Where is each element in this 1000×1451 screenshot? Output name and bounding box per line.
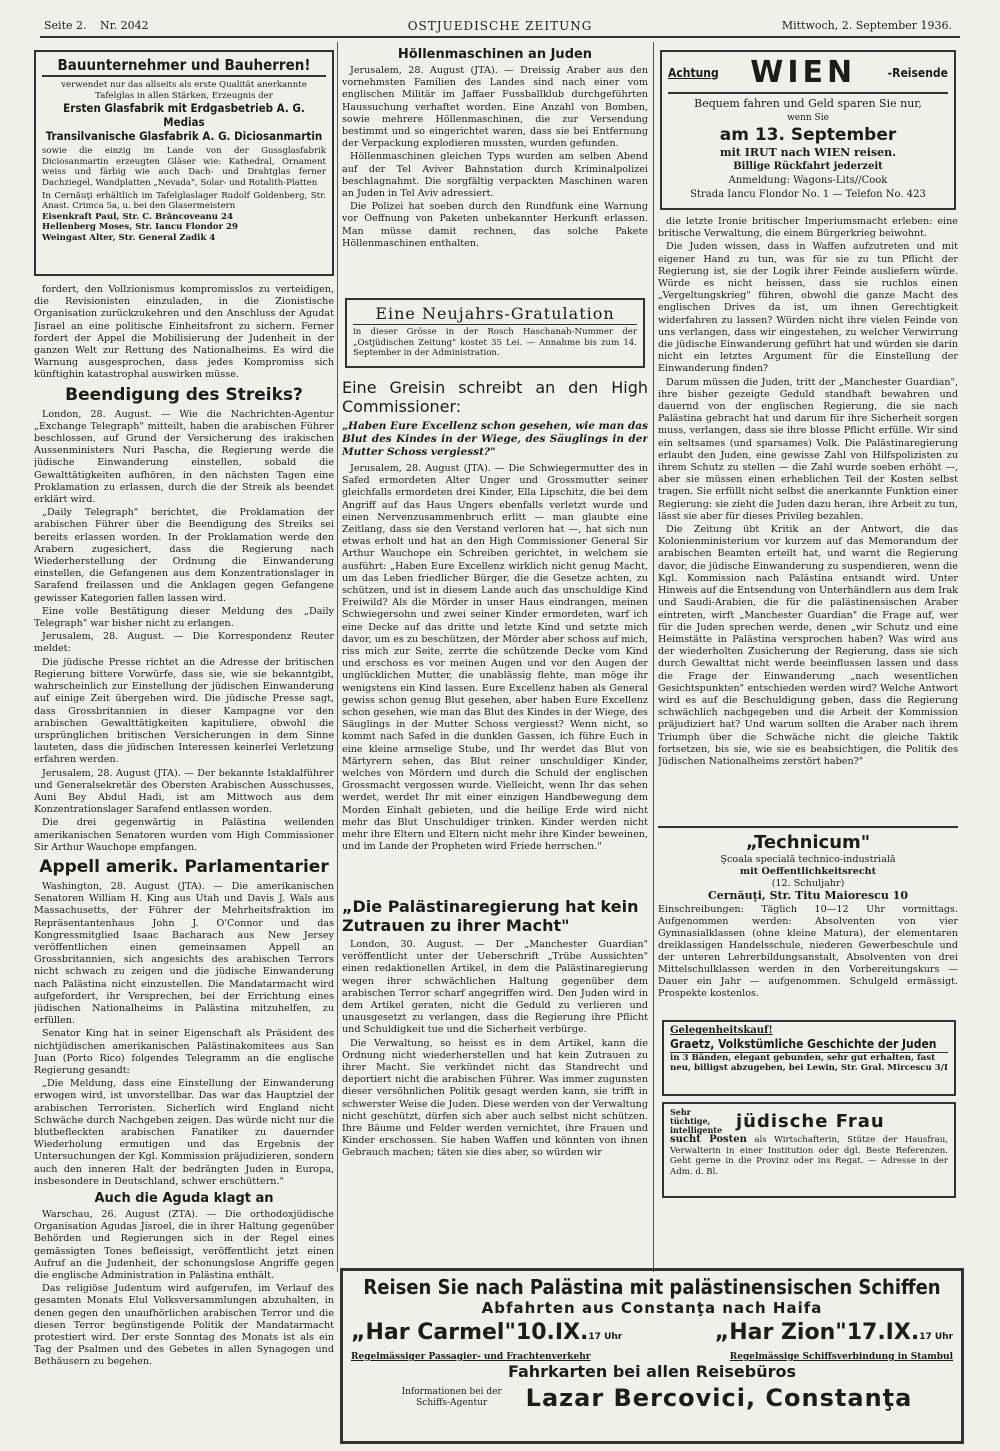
ad-woman-sucht: sucht Posten [670, 1134, 747, 1145]
column-rule [337, 42, 338, 1272]
issue-number: Nr. 2042 [100, 19, 149, 32]
ad-ships-date: 10.IX. [515, 1320, 589, 1345]
paragraph: Die jüdische Presse richtet an die Adresse der britischen Regierung bittere Vorwürfe, dass sie, wie sie bekanntgibt, wahrscheinlich zur Einstellung der jüdischen Einwanderung auf einige Zeit übergehen wird. Die jüdische Presse sagt, dass Grossbritannien in dieser Kampagne vor den arabischen Gewalttätigkeiten kapituliere, obwohl die ursprünglichen britischen Versicherungen in dem Sinne lauteten, dass die jüdischen Interessen keinerlei Verletzung erfahren werden. [34, 656, 334, 766]
page-header [40, 16, 960, 38]
headline-aguda: Auch die Aguda klagt an [94, 1191, 274, 1207]
ad-woman-left: Sehr tüchtige, intelligente [670, 1107, 723, 1135]
ad-woman-title: jüdische Frau [736, 1110, 885, 1132]
ad-ships-time: 17 Uhr [588, 1332, 623, 1342]
ad-graetz [662, 1020, 956, 1096]
article-government [342, 894, 648, 1264]
column-1 [34, 284, 334, 1434]
ad-vienna-line: Strada Iancu Flondor No. 1 — Telefon No. 423 [690, 189, 926, 200]
ad-ships-title: Reisen Sie nach Palästina mit palästinensischen Schiffen [363, 1275, 941, 1299]
paragraph: Jerusalem, 28. August (JTA). — Die Schwiegermutter des in Safed ermordeten Alter Unger und Grossmutter seiner gleichfalls ermordeten drei Kinder, Ella Lipschitz, die bei dem Angriff auf das Haus Ungers ebenfalls verletzt wurde und einen Nervenzusammenbruch erlitt — man glaubte eine Zeitlang, dass sie den Verstand verloren hat —, hat sich nun etwas erholt und hat an den High Commissioner General Sir Arthur Wauchope ein Schreiben gerichtet, in welchem sie ausführt: „Haben Eure Excellenz wirklich nicht genug Macht, um das Leben friedlicher Bürger, die die Gesetze achten, zu schützen, und ist in diesem Lande auch das unschuldige Kind Freiwild? Als die Mörder in unser Haus eindrangen, meinen Schwiegersohn und zwei seiner Kinder ermordeten, warf ich eine Decke auf das dritte und letzte Kind und setzte mich davor, um es zu beschützen, der Mörder aber schoss auf mich, riss mich zur Seite, zerrte die schützende Decke vom Kind und erschoss es vor meinen Augen und vor den Augen der unglücklichen Mutter, die unablässig flehte, man möge ihr wenigstens ein Kind lassen. Eure Excellenz haben als General gewiss schon genug Blut gesehen, aber haben Eure Excellenz schon gesehen, wie man das Blut des Kindes in der Wiege, des Säuglings in der Mutter Schoss vergiesst? Wenn nicht, so kommt nach Safed in die dunklen Gassen, ich führe Euch in eine kleine armselige Stube, und Ihr werdet das Blut von Märtyrern sehen, das Blut reiner unschuldiger Kinder, welches von Mördern und durch die Schuld der englischen Grossmacht vergossen wurde. Vielleicht, wenn Ihr das sehen werdet, werdet Ihr mit einer einzigen Handbewegung dem Morden Einhalt gebieten, und die heilige Erde wird nicht mehr das Blut Unschuldiger trinken. Kinder werden nicht mehr ihre Eltern und Eltern nicht mehr ihre Kinder beweinen, und im Lande der Propheten wird Friede herrschen." [342, 463, 648, 853]
paragraph: Jerusalem, 28. August. — Die Korrespondenz Reuter meldet: [34, 631, 334, 655]
ad-graetz-head: Gelegenheitskauf! [670, 1025, 773, 1036]
ad-graetz-title: Graetz, Volkstümliche Geschichte der Juden [670, 1037, 948, 1053]
paragraph: Die Zeitung übt Kritik an der Antwort, die das Kolonienministerium vor kurzem auf das Memorandum der arabischen Beamten erteilt hat, und warnt die Regierung davor, die jüdische Einwanderung zu suspendieren, wenn die Kgl. Kommission nach Palästina entsandt wird. Unter Hinweis auf die Entsendung von Unterhändlern aus dem Irak und Saudi-Arabien, die für die palästinensischen Araber eintreten, wirft „Manchester Guardian" die Frage auf, wer für die Juden sprechen werde, denen „wir Schutz und eine Heimstätte in Palästina versprochen haben? Was wird aus der wiederholten Zusicherung der Regierung, dass sie sich durch Gewalttat nicht werde beeinflussen lassen und dass die Frage der Einwanderung „nach wesentlichen Gesichtspunkten" entschieden werden wird? Welche Antwort wird es auf die Beschuldigung geben, dass die Regierung schwächlich nachgegeben und die Arbeit der Kommission präjudiziert hat? Und warum sollten die Araber nach ihrem Triumph über die Schwäche nicht die gleiche Taktik fortsetzen, bis sie, wie sie es beabsichtigen, die Politik des Jüdischen Nationalheims zerstört haben?" [658, 524, 958, 767]
paragraph: Jerusalem, 28. August (JTA). — Der bekannte Istaklalführer und Generalsekretär des Obersten Arabischen Ausschusses, Auni Bey Abdul Hadi, ist am Mittwoch aus dem Konzentrationslager Sarafend entlassen worden. [34, 767, 334, 816]
ad-vienna-date: am 13. September [719, 125, 897, 145]
ad-vienna-wien: WIEN [750, 55, 857, 90]
ad-glassworks-title: Bauunternehmer und Bauherren! [42, 56, 326, 77]
column-rule [653, 42, 654, 1272]
paragraph: „Daily Telegraph" berichtet, die Proklamation der arabischen Führer über die Beendigung des Streiks sei bereits erlassen worden. In der Proklamation werde den Arabern zugesichert, dass die Regierung nach Wiederherstellung der Ordnung die Einwanderung einstellen, die Gefangenen aus dem Konzentrationslager in Sarafend freilassen und die Anklagen gegen Gefangene gewisser Kategorien fallen lassen wird. [34, 507, 334, 604]
article-bombs [342, 44, 648, 294]
ad-ships-agent: Lazar Bercovici, Constanţa [525, 1384, 913, 1412]
ad-glassworks-dealers: In Cernăuţi erhältlich im Tafelglaslager Rudolf Goldenberg, Str. Anast. Crimca 5a, u. bei den Glasermeistern [42, 190, 326, 212]
ad-glassworks-firm1: Ersten Glasfabrik mit Erdgasbetrieb A. G. Medias [63, 101, 305, 130]
ad-vienna [660, 50, 956, 210]
newspaper-title: OSTJUEDISCHE ZEITUNG [407, 19, 593, 33]
paragraph: Washington, 28. August (JTA). — Die amerikanischen Senatoren William H. King aus Utah und Davis J. Wals aus Massachusetts, der Führer der Mehrheitsfraktion im Repräsentantenhaus John J. O'Connor und das Kongressmitglied Isaac Bacharach aus New Jersey veröffentlichen einen gemeinsamen Appell an Grossbritannien, sich angesichts des arabischen Terrors nicht schwach zu zeigen und die jüdische Einwanderung nach Palästina nicht einzustellen. Die Mandatarmacht wird aufgefordert, ihr Versprechen, bei der Errichtung eines jüdischen Nationalheims in Palästina mitzuhelfen, zu erfüllen. [34, 880, 334, 1027]
ad-glassworks-dealer: Weingast Alter, Str. General Zadik 4 [42, 232, 216, 243]
paragraph: Die Verwaltung, so heisst es in dem Artikel, kann die Ordnung nicht wiederherstellen und hat kein Zutrauen zu ihrer Macht. Sie verkündet nicht das Standrecht und deportiert nicht die arabischen Führer. Was immer zugunsten dieser versöhnlichen Politik gesagt werden kann, sie trifft in schwerster Weise die Juden. Diese werden von der Verwaltung nicht geschützt, dürfen sich aber auch selbst nicht schützen. Ihre Bäume und Felder werden vernichtet, ihre Frauen und Kinder erschossen. Sie haben Waffen und könnten von ihnen Gebrauch machen; täten sie dies aber, so würden wir [342, 1037, 648, 1159]
ad-glassworks-text: sowie die einzig im Lande von der Gussglasfabrik Diciosanmartin erzeugten Gläser wie: Kathedral, Ornament weiss und färbig wie auch Dach- und Drahtglas ferner Dachziegel, Wandplatten „Nevada", Solar- und Rotalith-Platten [42, 146, 326, 188]
ad-technicum-title: „Technicum" [745, 832, 871, 853]
ad-ships-time: 17 Uhr [919, 1332, 953, 1342]
paragraph: Höllenmaschinen gleichen Typs wurden am selben Abend auf der Tel Aviver Bahnstation durch Kriminalpolizei beschlagnahmt. Die sorgfältig verpackten Maschinen waren an Juden in Tel Aviv adressiert. [342, 151, 648, 200]
paragraph: Jerusalem, 28. August (JTA). — Dreissig Araber aus den vornehmsten Familien des Landes sind nach einer vom englischen Militär im Jaffaer Fussballklub durchgeführten Haussuchung verhaftet worden. Eine Anzahl von Bomben, sowie mehrere Höllenmaschinen, die zur Versendung bestimmt und so eingerichtet waren, dass sie bei Entfernung der Verpackung explodieren mussten, wurden gefunden. [342, 65, 648, 150]
ad-ships-ship: „Har Carmel" [351, 1320, 516, 1345]
ad-newyear [345, 298, 645, 368]
issue-date: Mittwoch, 2. September 1936. [781, 19, 952, 32]
paragraph: Das religiöse Judentum wird aufgerufen, im Verlauf des gesamten Monats Elul Volksversammlungen abzuhalten, in denen gegen den unaufhörlichen arabischen Terror und die diesen Terror begünstigende Politik der Mandatarmacht protestiert wird. Der erste Sonntag des Monats ist als ein Tag der Psalmen und des Gebetes in allen Synagogen und Bethäusern zu begehen. [34, 1283, 334, 1368]
ad-glassworks-intro: verwendet nur das allseits als erste Qualität anerkannte Tafelglas in allen Stärken, Erzeugnis der [61, 80, 307, 101]
paragraph: London, 30. August. — Der „Manchester Guardian" veröffentlicht unter der Ueberschrift „Trübe Aussichten" einen redaktionellen Artikel, in dem die Palästinaregierung wegen ihrer schwächlichen Haltung gegenüber dem arabischen Terror scharf angegriffen wird. Den Juden wird in dem Artikel geraten, nicht die Geduld zu verlieren und unausgesetzt zu verlangen, dass die Regierung ihre Pflicht und Schuldigkeit tue und die Sicherheit verbürge. [342, 939, 648, 1036]
ad-vienna-line: Bequem fahren und Geld sparen Sie nur, [694, 97, 922, 110]
paragraph: Senator King hat in seiner Eigenschaft als Präsident des nichtjüdischen amerikanischen Palästinakomitees aus San Juan (Porto Rico) folgendes Telegramm an die englische Regierung gesandt: [34, 1028, 334, 1076]
article-widow [342, 378, 648, 890]
ad-vienna-travellers: -Reisende [887, 66, 948, 80]
ad-technicum-line: mit Oeffentlichkeitsrecht [739, 866, 877, 877]
ad-technicum-text: Einschreibungen: Täglich 10—12 Uhr vormittags. Aufgenommen werden: Absolventen von vier Gymnasialklassen (ohne kleine Matura), der elementaren dreiklassigen Handelsschule, niederen Gewerbeschule und der unteren Lehrerbildungsanstalt, Absolventen von drei Mittelschulklassen werden in den Vorbereitungskurs — Dauer ein Jahr — aufgenommen. Schulgeld ermässigt. Prospekte kostenlos. [658, 904, 958, 999]
ad-ships-right: Regelmässige Schiffsverbindung in Stambul [729, 1352, 953, 1362]
paragraph: Die Polizei hat soeben durch den Rundfunk eine Warnung vor Oeffnung von Paketen unbekannter Herkunft erlassen. Man müsse damit rechnen, das solche Pakete Höllenmaschinen enthalten. [342, 201, 648, 249]
ad-technicum-address: Cernăuţi, Str. Titu Maiorescu 10 [708, 889, 908, 902]
page-number: Seite 2. [44, 19, 87, 32]
ad-technicum-line: Şcoala specială technico-industrială [720, 854, 896, 865]
paragraph: die letzte Ironie britischer Imperiumsmacht erleben: eine britische Verwaltung, die einem Bürgerkrieg beiwohnt. [658, 216, 958, 240]
ad-ships-ship: „Har Zion" [714, 1320, 847, 1345]
headline-widow: Eine Greisin schreibt an den High Commissioner: [342, 378, 648, 416]
paragraph: Die drei gegenwärtig in Palästina weilenden amerikanischen Senatoren wurden vom High Commissioner Sir Arthur Wauchope empfangen. [34, 817, 334, 853]
paragraph: London, 28. August. — Wie die Nachrichten-Agentur „Exchange Telegraph" mitteilt, haben die arabischen Führer beschlossen, auf Grund der Versicherung des irakischen Aussenministers Nuri Pascha, die Regierung werde die jüdische Einwanderung einstellen, sobald die Gewalttätigkeiten aufhören, in den nächsten Tagen eine Proklamation zu erlassen, durch die der Streik als beendet erklärt wird. [34, 408, 334, 506]
ad-glassworks-dealer: Hellenberg Moses, Str. Iancu Flondor 29 [42, 222, 238, 233]
ad-woman [662, 1102, 956, 1198]
paragraph: Eine volle Bestätigung dieser Meldung des „Daily Telegraph" war bisher nicht zu erlangen. [34, 605, 334, 630]
ad-vienna-line: Billige Rückfahrt jederzeit [733, 161, 883, 172]
ad-ships-left: Regelmässiger Passagier- und Frachtenverkehr [351, 1352, 591, 1362]
ad-glassworks [34, 50, 334, 276]
paragraph: „Die Meldung, dass eine Einstellung der Einwanderung erwogen wird, ist unvorstellbar. Das war das Hauptziel der arabischen Terroristen. Sicherlich wird England nicht Schwäche durch Nachgeben zeigen. Das würde nicht nur die blutbefleckten arabischen Fanatiker zu dauernder Wiederholung ermutigen und das Ergebnis der Untersuchungen der Kgl. Kommission präjudizieren, sondern auch den inneren Halt der bedrängten Juden in Europa, insbesondere in Deutschland, schwer erschüttern." [34, 1078, 334, 1187]
ad-technicum [658, 826, 958, 1006]
ad-glassworks-firm2: Transilvanische Glasfabrik A. G. Diciosanmartin [45, 129, 323, 144]
ad-ships-date: 17.IX. [846, 1320, 920, 1345]
paragraph: fordert, den Vollzionismus kompromisslos zu verteidigen, die Revisionisten einzuladen, in die Zionistische Organisation zurückzukehren und den Anschluss der Agudat Jisrael an eine politische Einheitsfront zu sichern. Ferner fordert der Appel die Mobilisierung der Judenheit in der ganzen Welt zur Rettung des Nationalheims. Es wird die Warnung ausgesprochen, dass jedes Kompromiss sich künftighin katastrophal auswirken müsse. [34, 284, 334, 381]
ad-ships-tickets: Fahrkarten bei allen Reisebüros [507, 1362, 797, 1381]
headline-appeal: Appell amerik. Parlamentarier [39, 856, 329, 877]
ad-palestine-ships [340, 1268, 964, 1444]
ad-ships-info: Informationen bei der Schiffs-Agentur [401, 1387, 502, 1408]
paragraph: Die Juden wissen, dass in Waffen aufzutreten und mit eigener Hand zu tun, was für sie zu tun Pflicht der Regierung ist, sie der Logik ihrer Feinde ausliefern würde. Würde es nicht heissen, dass sie ruchlos einen „Vergeltungskrieg" führen, obwohl die ganze Macht des englischen Drives da ist, um ihnen Gerechtigkeit widerfahren zu lassen? Würden nicht ihre vielen Feinde von uns verlangen, dass wir eingestehen, zu welcher Verwirrung die jüdische Einwanderung geführt hat und würden sie darin nicht ein letztes Argument für die Einstellung der Einwanderung finden? [658, 241, 958, 375]
ad-vienna-line: mit IRUT nach WIEN reisen. [719, 146, 897, 159]
ad-vienna-line: wenn Sie [787, 113, 829, 123]
column-3 [658, 216, 958, 820]
paragraph: Warschau, 26. August (ZTA). — Die orthodoxjüdische Organisation Agudas Jisroel, die in ihrer Haltung gegenüber Behörden und Regierungen sich in der Regel eines gemässigten Tones befleissigt, veröffentlicht jetzt einen Aufruf an die Judenheit, der schonungslose Angriffe gegen die englische Administration in Palästina enthält. [34, 1209, 334, 1282]
widow-quote: „Haben Eure Excellenz schon gesehen, wie man das Blut des Kindes in der Wiege, des Säuglings in der Mutter Schoss vergiesst?" [342, 420, 648, 458]
ad-graetz-text: in 3 Bänden, elegant gebunden, sehr gut erhalten, fast neu, billigst abzugeben, bei Lewin, Str. Gral. Mircescu 3/I [670, 1052, 948, 1073]
ad-newyear-text: in dieser Grösse in der Rosch Haschanah-Nummer der „Ostjüdischen Zeitung" kostet 35 Lei. — Annahme bis zum 14. September in der Administration. [353, 327, 637, 358]
headline-bombs: Höllenmaschinen an Juden [397, 47, 593, 62]
ad-glassworks-dealer: Eisenkraft Paul, Str. C. Brăncoveanu 24 [42, 211, 233, 222]
ad-woman-text: als Wirtschafterin, Stütze der Hausfrau, Verwalterin in einer Institution oder dgl. Beste Referenzen. Geht gerne in die Provinz oder ins Regat. — Adresse in der Adm. d. Bl. [670, 1135, 949, 1177]
headline-strike: Beendigung des Streiks? [65, 384, 303, 405]
ad-ships-route: Abfahrten aus Constanţa nach Haifa [481, 1299, 823, 1317]
paragraph: Darum müssen die Juden, tritt der „Manchester Guardian", ihre bisher gezeigte Geduld standhaft bewahren und dauernd von der englischen Regierung, die sie nach Palästina gebracht hat und darum für ihre Sicherheit sorgen muss, verlangen, dass sie ihre blosse Pflicht erfülle. Wir sind ein seltsames (und sparsames) Volk. Die Palästinaregierung erlaubt den Juden, eine gewisse Zahl von Hilfspolizisten zu ihrem Schutz zu stellen — die Zahl wurde soeben erhöht —, aber sie müssen einen erheblichen Teil der Kosten selbst tragen. Sie erfüllt nicht selbst die anerkannte Funktion einer Regierung: sie zieht die Juden dazu heran, ihre Arbeit zu tun, lässt sie aber für dieses Privileg bezahlen. [658, 376, 958, 522]
ad-technicum-line: (12. Schuljahr) [771, 878, 845, 889]
ad-vienna-attention: Achtung [668, 66, 719, 80]
headline-government: „Die Palästinaregierung hat kein Zutrauen zu ihrer Macht" [342, 897, 639, 935]
ad-newyear-title: Eine Neujahrs-Gratulation [353, 304, 637, 325]
ad-vienna-line: Anmeldung: Wagons-Lits//Cook [728, 175, 888, 186]
